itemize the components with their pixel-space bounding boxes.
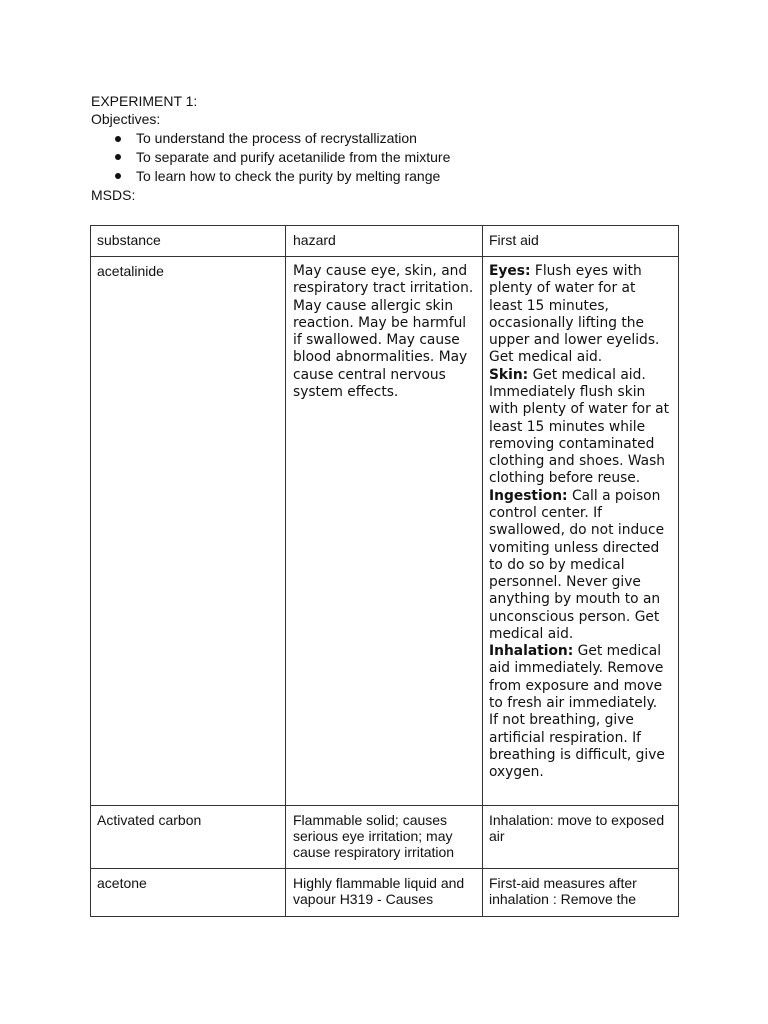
first-aid-text-line: from exposure and move [489, 677, 663, 694]
first-aid-text-line: with plenty of water for at [489, 401, 670, 418]
first-aid-text-line: least 15 minutes while [489, 418, 646, 435]
cell-hazard [286, 257, 483, 806]
first-aid-text-line: breathing is difficult, give [489, 746, 665, 763]
table-row [91, 257, 679, 806]
header-substance: substance [91, 226, 286, 257]
first-aid-text-line: aid immediately. Remove [489, 660, 664, 677]
hazard-text-line: respiratory tract irritation. [293, 280, 474, 297]
cell-first-aid [483, 257, 679, 806]
first-aid-text-line: oxygen. [489, 764, 544, 781]
first-aid-text-line [489, 367, 675, 384]
first-aid-text: Flush eyes with [534, 263, 642, 279]
first-aid-text-line: least 15 minutes, [489, 297, 609, 314]
first-aid-text-line: swallowed, do not induce [489, 522, 665, 539]
first-aid-label-inhalation: Inhalation: [489, 643, 574, 660]
hazard-text-line: May cause eye, skin, and [293, 263, 468, 279]
first-aid-text-line: removing contaminated [489, 435, 655, 452]
first-aid-text-line [489, 263, 675, 280]
hazard-text-line: vapour H319 - Causes [293, 891, 434, 907]
bullet-icon [115, 136, 121, 142]
objective-item [91, 129, 450, 148]
first-aid-text-line: upper and lower eyelids. [489, 332, 660, 349]
header-first-aid: First aid [483, 226, 679, 257]
hazard-text-line: Flammable solid; causes [293, 812, 448, 828]
objective-text: To understand the process of recrystallization [136, 130, 417, 147]
hazard-text-line: reaction. May be harmful [293, 314, 467, 331]
first-aid-text-line: to do so by medical [489, 556, 625, 573]
first-aid-text: Call a poison [571, 487, 661, 504]
first-aid-text-line: unconscious person. Get [489, 608, 660, 625]
cell-first-aid [483, 806, 679, 869]
first-aid-label-skin: Skin: [489, 366, 529, 383]
first-aid-text-line: occasionally lifting the [489, 314, 644, 331]
first-aid-label-ingestion: Ingestion: [489, 487, 568, 504]
cell-substance: Activated carbon [91, 806, 286, 869]
first-aid-label-eyes: Eyes: [489, 263, 531, 279]
first-aid-text-line: vomiting unless directed [489, 539, 660, 556]
first-aid-text-line: Immediately flush skin [489, 383, 646, 400]
msds-table [90, 225, 679, 917]
first-aid-text-line: inhalation : Remove the [489, 891, 637, 907]
hazard-text-line: May cause allergic skin [293, 297, 454, 314]
first-aid-text-line: First-aid measures after [489, 875, 637, 891]
first-aid-text-line: clothing before reuse. [489, 470, 641, 487]
cell-substance: acetalinide [91, 257, 286, 806]
first-aid-text-line: to fresh air immediately. [489, 695, 658, 712]
header-hazard: hazard [286, 226, 483, 257]
first-aid-text-line: medical aid. [489, 625, 574, 642]
bullet-icon [115, 173, 121, 179]
cell-substance: acetone [91, 869, 286, 917]
first-aid-text-line [489, 643, 675, 660]
first-aid-text-line: plenty of water for at [489, 280, 636, 297]
objective-text: To learn how to check the purity by melting range [136, 167, 441, 184]
first-aid-text-line: clothing and shoes. Wash [489, 453, 666, 470]
first-aid-text-line: artificial respiration. If [489, 729, 642, 746]
table-row [91, 869, 679, 917]
objective-item [91, 148, 450, 167]
first-aid-text-line: If not breathing, give [489, 712, 634, 729]
first-aid-text-line: anything by mouth to an [489, 591, 661, 608]
hazard-text-line: cause respiratory irritation [293, 844, 455, 860]
first-aid-text-line: Inhalation: move to exposed [489, 812, 665, 828]
hazard-text-line: if swallowed. May cause [293, 332, 460, 349]
objective-text: To separate and purify acetanilide from the mixture [136, 148, 451, 165]
first-aid-text-line: air [489, 828, 505, 844]
objectives-label: Objectives: [91, 111, 161, 128]
table-header-row [91, 226, 679, 257]
first-aid-text: Get medical aid. [532, 366, 646, 383]
hazard-text-line: cause central nervous [293, 366, 446, 383]
first-aid-text-line: personnel. Never give [489, 574, 641, 591]
hazard-text-line: Highly flammable liquid and [293, 875, 465, 891]
objective-item [91, 167, 450, 186]
hazard-text-line: serious eye irritation; may [293, 828, 453, 844]
document-header [91, 92, 450, 205]
cell-hazard [286, 869, 483, 917]
experiment-title: EXPERIMENT 1: [91, 92, 198, 109]
objectives-list [91, 129, 450, 185]
first-aid-text-line: Get medical aid. [489, 349, 603, 366]
first-aid-text: Get medical [577, 643, 662, 660]
bullet-icon [115, 154, 121, 160]
hazard-text-line: blood abnormalities. May [293, 349, 468, 366]
first-aid-text-line [489, 488, 675, 505]
hazard-text-line: system effects. [293, 383, 399, 400]
first-aid-text-line: control center. If [489, 504, 603, 521]
table-row [91, 806, 679, 869]
msds-label: MSDS: [91, 186, 136, 203]
cell-first-aid [483, 869, 679, 917]
cell-hazard [286, 806, 483, 869]
